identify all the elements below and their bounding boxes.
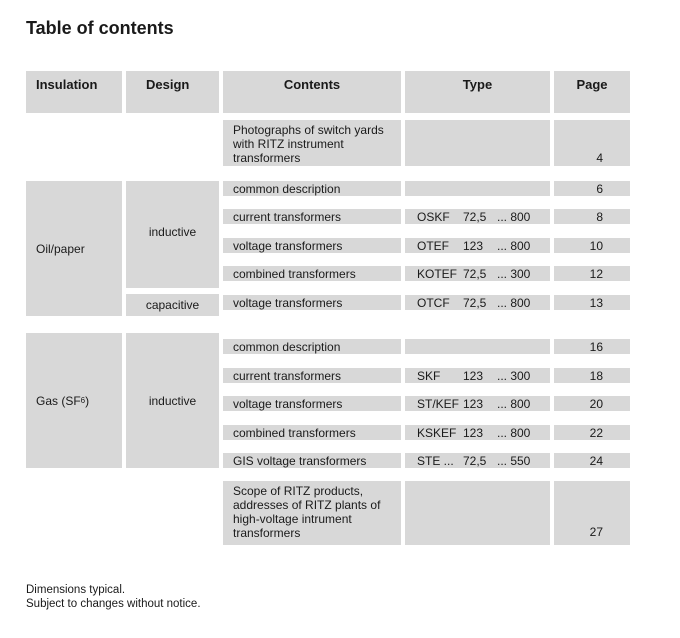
page-title: Table of contents xyxy=(26,18,174,38)
type-gas-combined xyxy=(405,425,550,440)
type-oil-current xyxy=(405,209,550,224)
voltage-to: ... 800 xyxy=(497,295,531,310)
page-oil-capacitive: 13 xyxy=(554,295,630,310)
type-oil-capacitive xyxy=(405,295,550,310)
contents-gas-common: common description xyxy=(223,339,401,354)
voltage-from: 72,5 xyxy=(463,295,487,310)
contents-gas-current: current transformers xyxy=(223,368,401,383)
type-gas-current xyxy=(405,368,550,383)
design-gas-inductive: inductive xyxy=(126,333,219,468)
type-oil-voltage xyxy=(405,238,550,253)
insulation-gas-sf6 xyxy=(26,333,122,468)
voltage-from: 72,5 xyxy=(463,209,487,224)
page-oil-combined: 12 xyxy=(554,266,630,281)
contents-gas-voltage: voltage transformers xyxy=(223,396,401,411)
page-oil-current: 8 xyxy=(554,209,630,224)
voltage-from: 123 xyxy=(463,238,484,253)
type-code: SKF xyxy=(417,368,441,383)
voltage-to: ... 300 xyxy=(497,266,531,281)
gas-label-subscript: 6 xyxy=(80,395,86,405)
page-gas-common: 16 xyxy=(554,339,630,354)
page-oil-common: 6 xyxy=(554,181,630,196)
type-photographs-empty xyxy=(405,120,550,166)
type-code: OTEF xyxy=(417,238,449,253)
voltage-from: 72,5 xyxy=(463,453,487,468)
type-code: OSKF xyxy=(417,209,450,224)
contents-oil-voltage: voltage transformers xyxy=(223,238,401,253)
gas-label-close: ) xyxy=(85,393,90,408)
page-gas-gis: 24 xyxy=(554,453,630,468)
gas-label: Gas (SF xyxy=(36,393,81,408)
contents-oil-combined: combined transformers xyxy=(223,266,401,281)
footer-subject-to-change: Subject to changes without notice. xyxy=(26,598,201,610)
voltage-from: 72,5 xyxy=(463,266,487,281)
voltage-to: ... 550 xyxy=(497,453,531,468)
page-gas-voltage: 20 xyxy=(554,396,630,411)
type-scope-empty xyxy=(405,481,550,545)
contents-oil-current: current transformers xyxy=(223,209,401,224)
footer-notes xyxy=(26,583,201,611)
type-oil-combined xyxy=(405,266,550,281)
page-gas-combined: 22 xyxy=(554,425,630,440)
header-insulation: Insulation xyxy=(26,71,122,113)
footer-dimensions: Dimensions typical. xyxy=(26,584,126,596)
type-gas-gis xyxy=(405,453,550,468)
contents-gas-combined: combined transformers xyxy=(223,425,401,440)
type-code: KSKEF xyxy=(417,425,457,440)
contents-gas-gis: GIS voltage transformers xyxy=(223,453,401,468)
voltage-from: 123 xyxy=(463,396,484,411)
voltage-to: ... 300 xyxy=(497,368,531,383)
header-page: Page xyxy=(554,71,630,113)
design-oil-capacitive: capacitive xyxy=(126,294,219,316)
type-gas-common-empty xyxy=(405,339,550,354)
header-design: Design xyxy=(126,71,219,113)
voltage-to: ... 800 xyxy=(497,396,531,411)
type-code: STE ... xyxy=(417,453,454,468)
contents-oil-common: common description xyxy=(223,181,401,196)
type-gas-voltage xyxy=(405,396,550,411)
type-code: ST/KEF xyxy=(417,396,460,411)
voltage-to: ... 800 xyxy=(497,238,531,253)
contents-scope: Scope of RITZ products, addresses of RITZ plants of high-voltage intrument transformers xyxy=(223,481,401,545)
type-code: OTCF xyxy=(417,295,450,310)
voltage-from: 123 xyxy=(463,425,484,440)
contents-photographs: Photographs of switch yards with RITZ instrument transformers xyxy=(223,120,401,166)
type-oil-common-empty xyxy=(405,181,550,196)
design-oil-inductive: inductive xyxy=(126,181,219,288)
type-code: KOTEF xyxy=(417,266,458,281)
voltage-from: 123 xyxy=(463,368,484,383)
header-contents: Contents xyxy=(223,71,401,113)
page-oil-voltage: 10 xyxy=(554,238,630,253)
insulation-oil-paper: Oil/paper xyxy=(26,181,122,316)
contents-oil-capacitive: voltage transformers xyxy=(223,295,401,310)
voltage-to: ... 800 xyxy=(497,425,531,440)
header-type: Type xyxy=(405,71,550,113)
page-scope: 27 xyxy=(554,481,630,545)
voltage-to: ... 800 xyxy=(497,209,531,224)
page-photographs: 4 xyxy=(554,120,630,166)
page-gas-current: 18 xyxy=(554,368,630,383)
